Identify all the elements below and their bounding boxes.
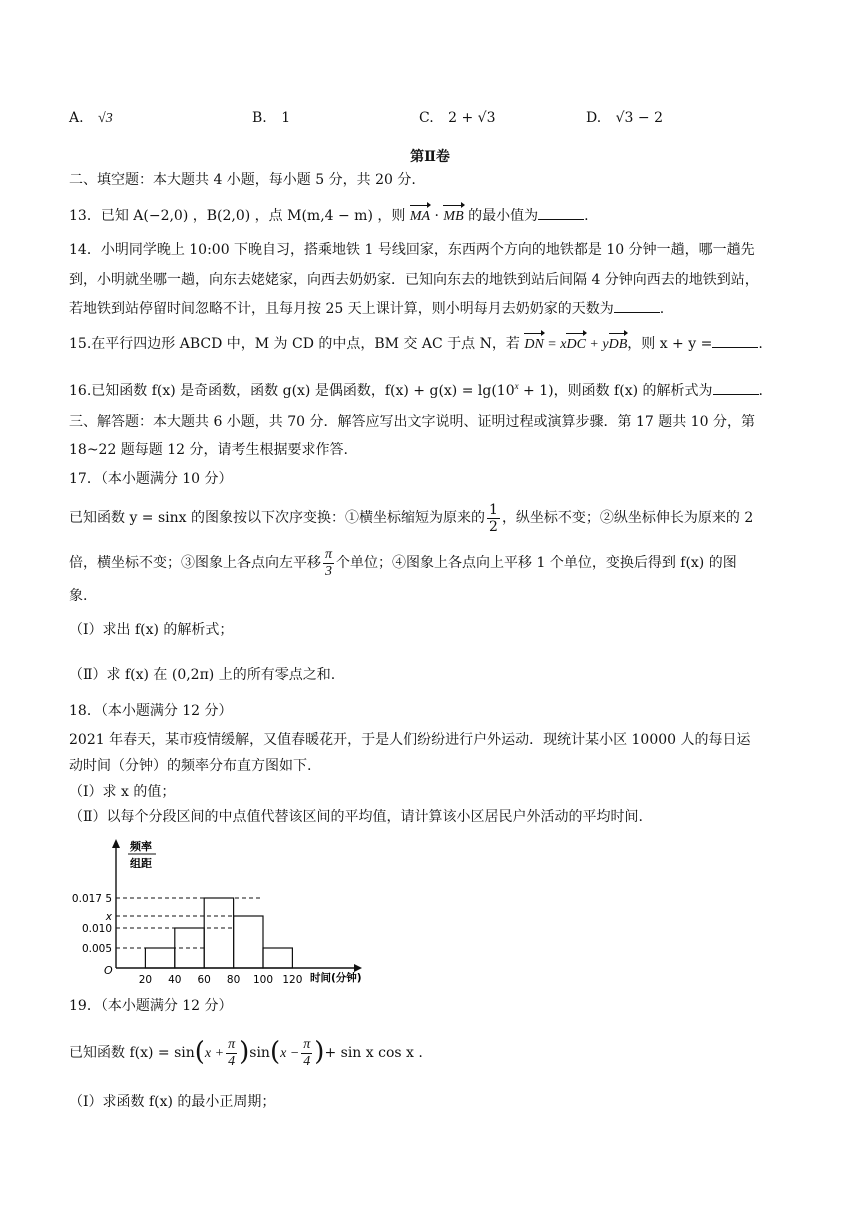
option-a-label: A. — [69, 110, 84, 126]
q13-post: 的最小值为 — [463, 208, 539, 224]
option-c — [419, 110, 496, 126]
y-tick-label: 0.017 5 — [71, 893, 112, 905]
question-15: 15.在平行四边形 ABCD 中，M 为 CD 的中点，BM 交 AC 于点 N，若 DN = xDC + yDB，则 x + y = . — [69, 334, 763, 355]
q17-line2-post: 个单位；④图象上各点向上平移 1 个单位，变换后得到 f(x) 的图 — [336, 555, 737, 571]
fraction-numerator: 1 — [489, 501, 498, 518]
q16-superscript: x — [514, 381, 519, 391]
histogram-bar — [234, 916, 263, 968]
q17-line1-pre: 已知函数 y = sinx 的图象按以下次序变换：①横坐标缩短为原来的 — [69, 510, 486, 526]
left-paren: ( — [194, 1037, 205, 1067]
right-paren: ) — [239, 1037, 250, 1067]
left-paren: ( — [269, 1037, 281, 1067]
option-b-value: 1 — [281, 110, 291, 126]
frequency-histogram — [62, 832, 382, 997]
q17-line1 — [69, 500, 753, 536]
q16-mid: + 1) — [518, 383, 554, 399]
fraction-pi-quarter — [301, 1037, 312, 1070]
q13-dot: · — [430, 208, 444, 224]
option-c-value: 2 + √3 — [448, 110, 496, 126]
x-tick-label: 100 — [252, 974, 274, 986]
q13-text: 13．已知 A(−2,0) ，B(2,0) ，点 M(m,4 − m) ，则 — [69, 208, 410, 224]
q17-line1-post: ，纵坐标不变；②纵坐标伸长为原来的 2 — [501, 510, 754, 526]
fraction-denominator: 4 — [228, 1053, 236, 1069]
q18-line2: 动时间（分钟）的频率分布直方图如下. — [69, 758, 312, 774]
x-tick-label: 20 — [138, 974, 153, 986]
section-title: 第Ⅱ卷 — [410, 149, 450, 165]
q15-text: 15.在平行四边形 ABCD 中，M 为 CD 的中点，BM 交 AC 于点 N，若 — [69, 336, 525, 352]
option-a-value: √3 — [98, 111, 113, 126]
q18-line1: 2021 年春天，某市疫情缓解，又值春暖花开，于是人们纷纷进行户外运动．现统计某小区 10000 人的每日运 — [69, 732, 751, 748]
fraction-denominator: 3 — [325, 563, 332, 579]
fraction-numerator: π — [303, 1036, 311, 1052]
q14-line1: 14．小明同学晚上 10:00 下晚自习，搭乘地铁 1 号线回家，东西两个方向的地铁都是 10 分钟一趟，哪一趟先 — [69, 242, 755, 258]
q15-post: ，则 x + y = — [627, 336, 713, 352]
q19-term1: x + — [204, 1046, 225, 1061]
q17-heading: 17．（本小题满分 10 分） — [69, 471, 233, 487]
q16-text: 16.已知函数 f(x) 是奇函数，函数 g(x) 是偶函数，f(x) + g(x) = lg(10 — [69, 383, 515, 399]
option-b-label: B. — [252, 110, 267, 126]
q17-part2: （Ⅱ）求 f(x) 在 (0,2π) 上的所有零点之和. — [69, 667, 336, 683]
q19-term2: x − — [280, 1046, 300, 1061]
option-d-label: D. — [586, 110, 602, 126]
part3-line1: 三、解答题：本大题共 6 小题，共 70 分．解答应写出文字说明、证明过程或演算步骤．第 17 题共 10 分，第 — [69, 414, 755, 430]
x-tick-label: 120 — [282, 974, 303, 986]
answer-blank[interactable] — [713, 382, 759, 395]
histogram-bar — [145, 948, 174, 968]
y-label-bottom: 组距 — [130, 857, 152, 870]
q17-part1: （Ⅰ）求出 f(x) 的解析式； — [69, 622, 234, 638]
vector-db: DB — [609, 335, 628, 355]
q14-line3-text: 若地铁到站停留时间忽略不计，且每月按 25 天上课计算，则小明每月去奶奶家的天数为 — [69, 301, 614, 317]
y-label-top: 频率 — [130, 840, 152, 853]
fraction-pi-third — [323, 547, 334, 580]
option-d — [586, 110, 663, 126]
q17-line3: 象. — [69, 588, 88, 604]
part2-heading: 二、填空题：本大题共 4 小题，每小题 5 分，共 20 分. — [69, 172, 416, 188]
x-tick-label: 40 — [168, 974, 182, 986]
q19-heading: 19．（本小题满分 12 分） — [69, 998, 233, 1014]
y-tick-label: 0.010 — [81, 923, 112, 935]
origin-label: O — [104, 964, 113, 977]
fraction-numerator: π — [228, 1036, 236, 1052]
fraction-denominator: 2 — [489, 518, 498, 535]
histogram-bar — [263, 948, 292, 968]
q15-mid2: + y — [585, 337, 609, 352]
fraction-denominator: 4 — [303, 1053, 311, 1069]
vector-dc: DC — [566, 335, 585, 355]
fraction-one-half — [487, 502, 500, 535]
q18-part2: （Ⅱ）以每个分段区间的中点值代替该区间的平均值，请计算该小区居民户外活动的平均时间. — [69, 809, 643, 825]
q14-line2: 到，小明就坐哪一趟，向东去姥姥家，向西去奶奶家．已知向东去的地铁到站后间隔 4 分钟向西去的地铁到站， — [69, 272, 759, 288]
q17-line2-pre: 倍，横坐标不变；③图象上各点向左平移 — [69, 555, 321, 571]
vector-mb: MB — [443, 207, 463, 227]
q16-post: ，则函数 f(x) 的解析式为 — [553, 383, 713, 399]
fraction-pi-quarter — [226, 1037, 237, 1070]
right-paren: ) — [314, 1037, 325, 1067]
question-16: 16.已知函数 f(x) 是奇函数，函数 g(x) 是偶函数，$f(x) + g(x) = \lg(10^x + 1)$，则函数 f(x) 的解析式为 . — [69, 381, 763, 399]
answer-blank[interactable] — [538, 207, 584, 220]
option-c-label: C. — [419, 110, 434, 126]
answer-blank[interactable] — [614, 300, 660, 313]
option-d-value: √3 − 2 — [615, 110, 664, 126]
q19-function-pre: 已知函数 f(x) = sin — [69, 1045, 195, 1061]
answer-blank[interactable] — [712, 335, 758, 348]
q15-mid1: = x — [543, 337, 567, 352]
q19-sin: sin — [249, 1045, 270, 1061]
x-tick-label: 60 — [197, 974, 211, 986]
x-axis-arrow — [354, 964, 362, 972]
fraction-numerator: π — [325, 546, 333, 562]
option-b — [252, 110, 290, 126]
histogram-bar — [204, 898, 233, 968]
y-axis-arrow — [112, 839, 120, 848]
q17-line2 — [69, 545, 737, 581]
vector-ma: MA — [410, 207, 430, 227]
y-tick-label: 0.005 — [81, 943, 112, 955]
y-tick-label: x — [105, 911, 112, 923]
vector-dn: DN — [524, 335, 543, 355]
q19-function — [69, 1030, 423, 1076]
q19-part1: （Ⅰ）求函数 f(x) 的最小正周期； — [69, 1094, 276, 1110]
q18-heading: 18．（本小题满分 12 分） — [69, 703, 233, 719]
q14-line3: 若地铁到站停留时间忽略不计，且每月按 25 天上课计算，则小明每月去奶奶家的天数为 . — [69, 301, 665, 317]
option-a — [69, 110, 113, 127]
x-tick-label: 80 — [226, 974, 241, 986]
question-13: 13．已知 A(−2,0) ，B(2,0) ，点 M(m,4 − m) ，则 MA · MB 的最小值为 . — [69, 206, 589, 227]
part3-line2: 18~22 题每题 12 分，请考生根据要求作答. — [69, 442, 348, 458]
x-axis-label: 时间(分钟) — [310, 972, 362, 984]
q19-post: + sin x cos x . — [324, 1045, 423, 1061]
q18-part1: （Ⅰ）求 x 的值； — [69, 784, 176, 800]
